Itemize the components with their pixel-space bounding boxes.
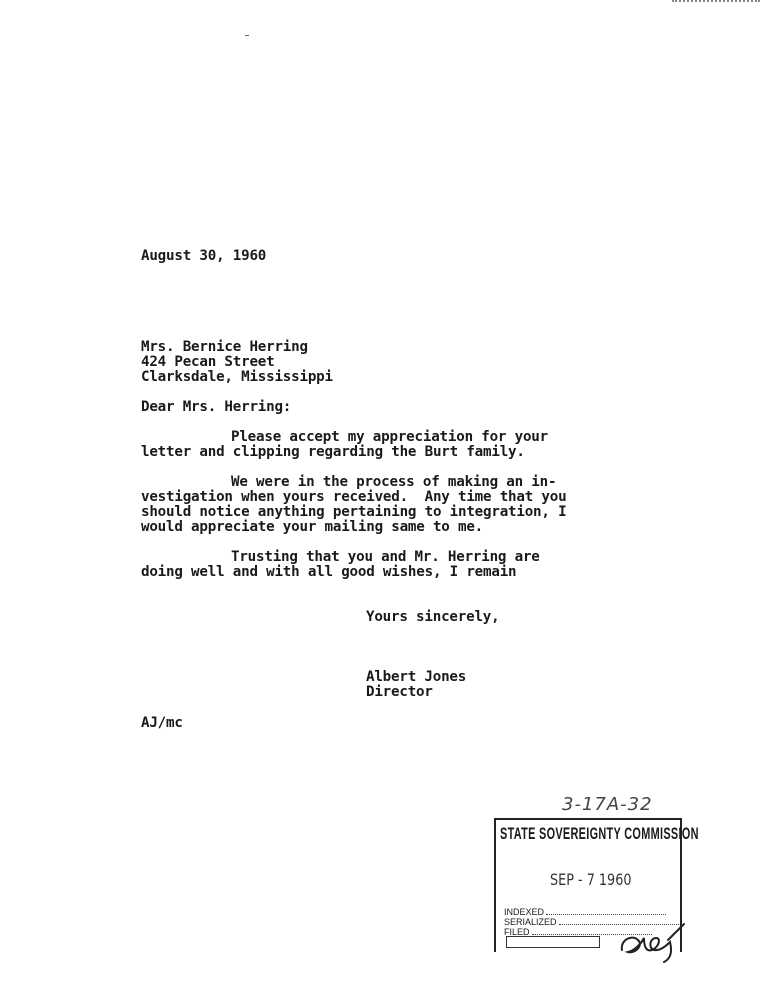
paragraph-line: letter and clipping regarding the Burt family. <box>141 444 525 460</box>
stamp-field-label: SERIALIZED <box>504 917 557 927</box>
paragraph-line: Trusting that you and Mr. Herring are <box>231 549 540 565</box>
paragraph-line: would appreciate your mailing same to me. <box>141 519 484 535</box>
stamp-field-label: INDEXED <box>504 907 545 917</box>
handwritten-initials-signature <box>618 920 688 964</box>
closing: Yours sincerely, <box>366 609 500 625</box>
stamp-top-border <box>496 818 680 820</box>
salutation: Dear Mrs. Herring: <box>141 399 292 415</box>
recipient-city: Clarksdale, Mississippi <box>141 369 333 385</box>
stamp-box <box>506 936 600 948</box>
signer-title: Director <box>366 684 433 700</box>
reference-initials: AJ/mc <box>141 715 183 731</box>
signer-name: Albert Jones <box>366 669 467 685</box>
recipient-name: Mrs. Bernice Herring <box>141 339 308 355</box>
stamp-field-indexed <box>504 908 666 917</box>
stamp-title: STATE SOVEREIGNTY COMMISSION <box>500 824 699 843</box>
paragraph-line: doing well and with all good wishes, I remain <box>141 564 517 580</box>
paragraph-line: Please accept my appreciation for your <box>231 429 548 445</box>
stamp-field-label: FILED <box>504 927 530 937</box>
letter-date: August 30, 1960 <box>141 248 267 264</box>
top-edge-dots <box>672 0 760 4</box>
paper-speck <box>245 35 249 36</box>
stamp-field-dots <box>546 914 666 915</box>
recipient-street: 424 Pecan Street <box>141 354 275 370</box>
paragraph-line: We were in the process of making an in- <box>231 474 557 490</box>
paragraph-line: vestigation when yours received. Any time that you <box>141 489 567 505</box>
handwritten-file-number: 3-17A-32 <box>562 794 653 815</box>
paragraph-line: should notice anything pertaining to integration, I <box>141 504 567 520</box>
stamp-date: SEP - 7 1960 <box>550 870 632 889</box>
